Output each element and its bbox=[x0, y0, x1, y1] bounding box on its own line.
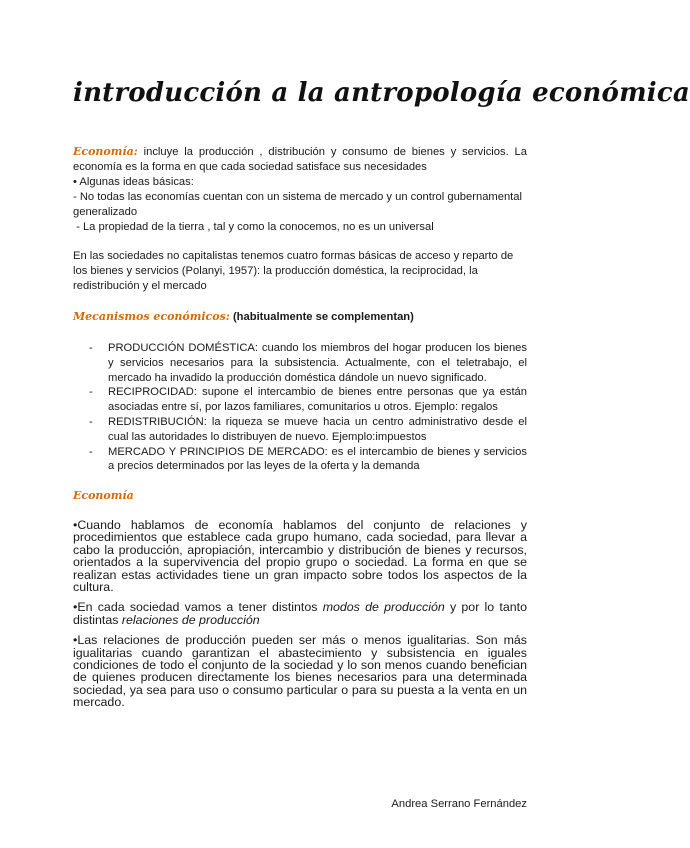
list-item bbox=[73, 415, 527, 445]
list-item-text: REDISTRIBUCIÓN: la riqueza se mueve hacia un centro administrativo desde el cual las autoridades lo distribuyen de nuevo. Ejemplo:impuestos bbox=[108, 415, 527, 443]
polanyi-paragraph: En las sociedades no capitalistas tenemos cuatro formas básicas de acceso y reparto de los bienes y servicios (Polanyi, 1957): la producción doméstica, la reciprocidad, la redistribución y el mercado bbox=[73, 250, 514, 292]
author-name: Andrea Serrano Fernández bbox=[391, 798, 527, 810]
economy-section-title: Economía bbox=[73, 489, 134, 502]
paragraph-text: •En cada sociedad vamos a tener distintos bbox=[73, 600, 323, 615]
page-title: introducción a la antropología económica bbox=[73, 78, 690, 108]
emphasis-text: modos de producción bbox=[322, 600, 445, 615]
mechanisms-heading bbox=[73, 309, 527, 325]
economy-heading bbox=[73, 488, 527, 504]
paragraph-text: y por lo tanto distintas bbox=[73, 600, 527, 627]
mechanisms-list bbox=[73, 341, 527, 474]
list-dash: - bbox=[89, 415, 93, 428]
economy-paragraph: •Cuando hablamos de economía hablamos del conjunto de relaciones y procedimientos que establece cada grupo humano, cada sociedad, para llevar a cabo la producción, apropiación, intercambio y distribución de bienes y recursos, orientados a la supervivencia del propio grupo o sociedad. La forma en que se realizan estas actividades tiene un gran impacto sobre todos los aspectos de la cultura. bbox=[73, 518, 527, 595]
economy-definition bbox=[73, 144, 527, 175]
list-item-text: PRODUCCIÓN DOMÉSTICA: cuando los miembros del hogar producen los bienes y servicios necesarios para la subsistencia. Actualmente, con el teletrabajo, el mercado ha invadido la producción doméstica dándole un nuevo significado. bbox=[108, 342, 527, 384]
economy-keyword: Economía: bbox=[73, 145, 138, 158]
list-item bbox=[73, 341, 527, 385]
list-item bbox=[73, 445, 527, 475]
list-dash: - bbox=[89, 445, 93, 458]
list-dash: - bbox=[89, 386, 93, 399]
economy-paragraph: •Las relaciones de producción pueden ser más o menos igualitarias. Son más igualitarias cuando garantizan el abastecimiento y subsistencia en iguales condiciones de todo el conjunto de la sociedad y lo son menos cuando benefician de quienes producen directamente los bienes necesarios para una determinada sociedad, ya sea para uso o consumo particular o para su puesta a la venta en un mercado. bbox=[73, 633, 527, 710]
emphasis-text: relaciones de producción bbox=[121, 612, 260, 627]
idea-item: - No todas las economías cuentan con un sistema de mercado y un control gubernamental generalizado bbox=[73, 191, 522, 218]
ideas-heading: • Algunas ideas básicas: bbox=[73, 176, 194, 188]
list-item-text: MERCADO Y PRINCIPIOS DE MERCADO: es el intercambio de bienes y servicios a precios determinados por las leyes de la oferta y la demanda bbox=[108, 445, 527, 473]
idea-item: - La propiedad de la tierra , tal y como la conocemos, no es un universal bbox=[73, 221, 434, 233]
intro-block bbox=[73, 144, 527, 235]
economy-paragraph bbox=[73, 601, 527, 626]
economy-section bbox=[73, 519, 527, 717]
mechanisms-note: (habitualmente se complementan) bbox=[229, 311, 414, 323]
mechanisms-keyword: Mecanismos económicos: bbox=[73, 310, 230, 323]
list-item-text: RECIPROCIDAD: supone el intercambio de bienes entre personas que ya están asociadas entre sí, por lazos familiares, comunitarios u otros. Ejemplo: regalos bbox=[108, 386, 527, 414]
list-dash: - bbox=[89, 342, 93, 354]
list-item bbox=[73, 385, 527, 415]
economy-definition-text: incluye la producción , distribución y consumo de bienes y servicios. La economía es la forma en que cada sociedad satisface sus necesidades bbox=[73, 146, 527, 173]
